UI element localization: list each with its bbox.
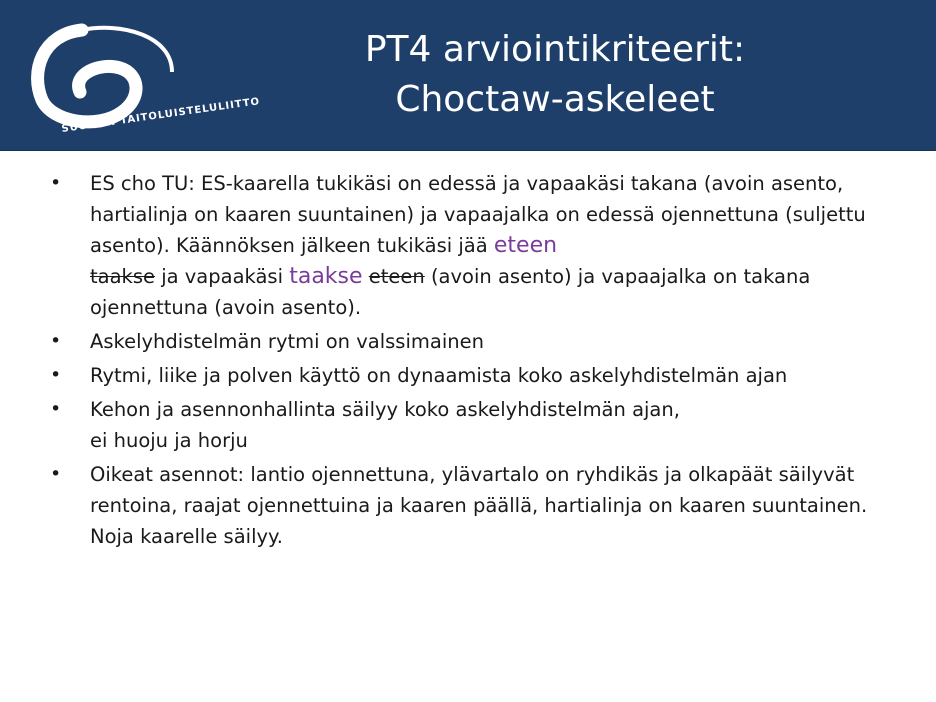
svg-text:SUOMEN TAITOLUISTELULIITTO: SUOMEN TAITOLUISTELULIITTO (60, 96, 261, 135)
bullet-2-text: Askelyhdistelmän rytmi on valssimainen (90, 330, 484, 353)
bullet-1-text-3: (avoin asento) ja vapaajalka on takana ojennettuna (avoin asento). (90, 265, 811, 319)
title-line-2: Choctaw-askeleet (395, 79, 715, 120)
bullet-icon: • (50, 330, 62, 352)
bullet-4-text-line-2: ei huoju ja horju (90, 429, 248, 452)
bullet-1-text-2: ja vapaakäsi (161, 265, 284, 288)
list-item (46, 360, 906, 391)
list-item (46, 326, 906, 357)
bullet-3-text: Rytmi, liike ja polven käyttö on dynaamista koko askelyhdistelmän ajan (90, 364, 788, 387)
title-line-1: PT4 arviointikriteerit: (364, 29, 746, 70)
slide-header (0, 0, 936, 151)
federation-logo (22, 12, 261, 142)
struck-word-taakse: taakse (90, 265, 155, 288)
bullet-icon: • (50, 398, 62, 420)
bullet-icon: • (50, 364, 62, 386)
bullet-5-text: Oikeat asennot: lantio ojennettuna, ylävartalo on ryhdikäs ja olkapäät säilyvät rentoina, raajat ojennettuina ja kaaren päällä, hartialinja on kaaren suuntainen. Noja kaarelle säilyy. (90, 463, 868, 548)
bullet-4-text-line-1: Kehon ja asennonhallinta säilyy koko askelyhdistelmän ajan, (90, 398, 680, 421)
bullet-1-text: ES cho TU: ES-kaarella tukikäsi on edessä ja vapaakäsi takana (avoin asento, hartialinja on kaaren suuntainen) ja vapaajalka on edessä ojennettuna (suljettu asento). Käännöksen jälkeen tukikäsi jää (90, 172, 866, 257)
slide-title (230, 0, 880, 150)
criteria-list (46, 168, 906, 555)
inserted-word-eteen: eteen (493, 233, 558, 258)
inserted-word-taakse: taakse (289, 264, 363, 289)
list-item (46, 168, 906, 323)
list-item (46, 394, 906, 456)
list-item (46, 459, 906, 552)
bullet-icon: • (50, 172, 62, 194)
bullet-icon: • (50, 463, 62, 485)
struck-word-eteen: eteen (368, 265, 425, 288)
